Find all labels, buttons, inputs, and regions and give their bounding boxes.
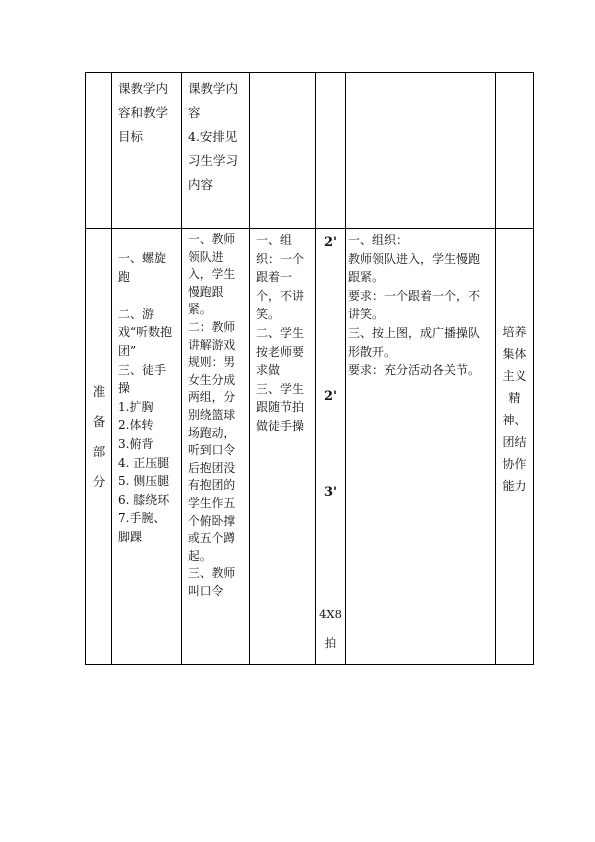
activity-content-text: 一、螺旋跑 二、游戏“听数抱团” 三、徒手操 1.扩胸 2.体转 3.俯背 4. 正压腿 5. 侧压腿 6. 膝绕环 7.手腕、脚踝 [118, 251, 173, 544]
objective-cell [112, 73, 182, 229]
activity-content-cell [112, 229, 182, 665]
empty-cell [316, 73, 346, 229]
time-value: 2' [323, 235, 338, 250]
student-activity-cell [250, 229, 316, 665]
content-text: 课教学内容 4.安排见习生学习内容 [188, 81, 239, 192]
organization-cell [346, 229, 496, 665]
goal-text: 培养集体主义 精神、团结协作能力 [502, 325, 527, 493]
section-label-cell [86, 229, 112, 665]
empty-cell [250, 73, 316, 229]
time-beats-unit: 拍 [324, 636, 337, 650]
table-row [86, 73, 534, 229]
objective-text: 课教学内容和教学目标 [118, 81, 169, 144]
empty-cell [86, 73, 112, 229]
lesson-plan-table [85, 72, 534, 665]
teacher-activity-text: 一、教师领队进入，学生慢跑跟紧。 二：教师讲解游戏规则：男女生分成两组，分别绕篮球场跑动，听到口令后抱团没有抱团的学生作五个俯卧撑或五个蹲起。 三、教师叫口令 [188, 232, 236, 598]
empty-cell [346, 73, 496, 229]
table-row [86, 229, 534, 665]
goal-cell [496, 229, 534, 665]
empty-cell [496, 73, 534, 229]
section-label: 准备部分 [92, 384, 106, 489]
student-activity-text: 一、组织：一个跟着一个，不讲笑。 二、学生按老师要求做 三、学生跟随节拍做徒手操 [256, 233, 305, 433]
organization-text: 一、组织： 教师领队进入，学生慢跑跟紧。 要求：一个跟着一个，不讲笑。 三、按上图，成广播操队形散开。 要求：充分活动各关节。 [348, 233, 481, 378]
time-value: 3' [323, 485, 338, 500]
content-cell [182, 73, 250, 229]
time-cell [316, 229, 346, 665]
time-beats: 4X8 [319, 607, 342, 621]
teacher-activity-cell [182, 229, 250, 665]
time-value: 2' [323, 389, 338, 404]
